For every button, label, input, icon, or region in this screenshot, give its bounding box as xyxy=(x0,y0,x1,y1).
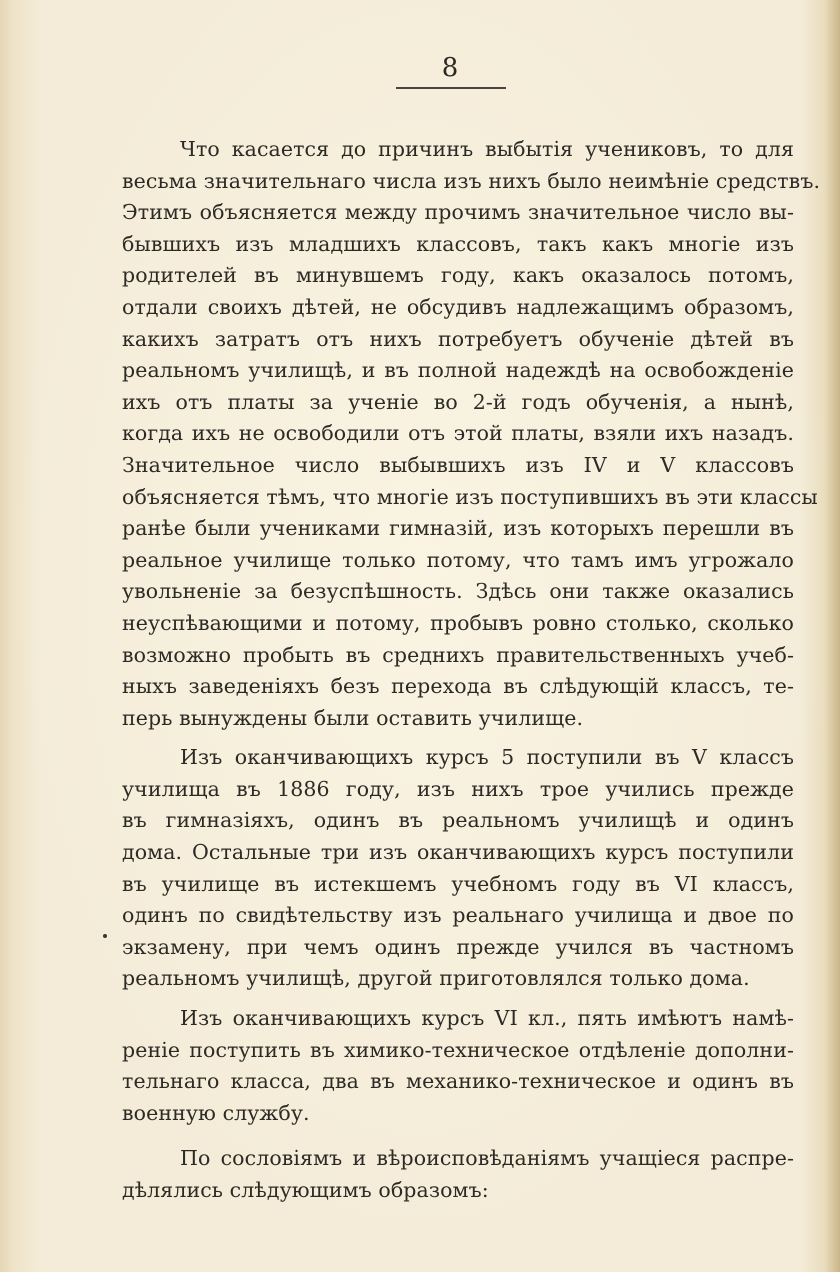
text-line: ныхъ заведеніяхъ безъ перехода въ слѣдующій классъ, те- xyxy=(122,674,794,699)
text-line: неуспѣвающими и потому, пробывъ ровно столько, сколько xyxy=(122,610,794,635)
text-line: реальномъ училищѣ, другой приготовлялся только дома. xyxy=(122,966,750,991)
text-line: экзамену, при чемъ одинъ прежде учился въ частномъ xyxy=(122,934,794,959)
text-line: реальное училище только потому, что тамъ имъ угрожало xyxy=(122,547,794,572)
text-line: тельнаго класса, два въ механико-техническое и одинъ въ xyxy=(122,1069,794,1094)
paragraph-1 xyxy=(122,134,821,734)
text-line: когда ихъ не освободили отъ этой платы, взяли ихъ назадъ. xyxy=(122,421,794,446)
page-edge-shadow xyxy=(824,0,840,1272)
text-line: увольненіе за безуспѣшность. Здѣсь они также оказались xyxy=(122,579,794,604)
page-number: 8 xyxy=(441,53,459,83)
text-line: въ училище въ истекшемъ учебномъ году въ VI классъ, xyxy=(122,871,794,896)
text-line: въ гимназіяхъ, одинъ въ реальномъ училищѣ и одинъ xyxy=(122,808,794,833)
text-line: весьма значительнаго числа изъ нихъ было неимѣніе средствъ. xyxy=(122,168,821,193)
text-line: отдали своихъ дѣтей, не обсудивъ надлежащимъ образомъ, xyxy=(122,294,794,319)
text-line: родителей въ минувшемъ году, какъ оказалось потомъ, xyxy=(122,263,794,288)
text-line: реніе поступить въ химико-техническое отдѣленіе дополни- xyxy=(122,1037,794,1062)
paragraph-2 xyxy=(122,742,794,995)
text-line: Значительное число выбывшихъ изъ IV и V классовъ xyxy=(122,452,794,477)
text-line: Изъ оканчивающихъ курсъ 5 поступили въ V классъ xyxy=(180,745,794,770)
text-line: военную службу. xyxy=(122,1100,310,1125)
text-line: Этимъ объясняется между прочимъ значительное число вы- xyxy=(122,200,794,225)
text-line: дома. Остальные три изъ оканчивающихъ курсъ поступили xyxy=(122,840,794,865)
text-line: ихъ отъ платы за ученіе во 2-й годъ обученія, а нынѣ, xyxy=(122,389,794,414)
text-line: одинъ по свидѣтельству изъ реальнаго училища и двое по xyxy=(122,903,794,928)
ink-speck xyxy=(103,934,107,938)
text-line: бывшихъ изъ младшихъ классовъ, такъ какъ многіе изъ xyxy=(122,231,794,256)
text-line: Изъ оканчивающихъ курсъ VI кл., пять имѣютъ намѣ- xyxy=(180,1006,794,1031)
text-line: дѣлялись слѣдующимъ образомъ: xyxy=(122,1178,489,1202)
text-line: возможно пробыть въ среднихъ правительственныхъ учеб- xyxy=(122,642,794,667)
text-line: перь вынуждены были оставить училище. xyxy=(122,705,584,730)
text-line: реальномъ училищѣ, и въ полной надеждѣ на освобожденіе xyxy=(122,358,794,383)
text-line: объясняется тѣмъ, что многіе изъ поступившихъ въ эти классы xyxy=(122,484,818,509)
text-line: училища въ 1886 году, изъ нихъ трое учились прежде xyxy=(122,776,794,801)
paragraph-3 xyxy=(122,1003,794,1129)
text-line: ранѣе были учениками гимназій, изъ которыхъ перешли въ xyxy=(122,516,794,541)
paragraph-4 xyxy=(122,1143,794,1206)
text-line: какихъ затратъ отъ нихъ потребуетъ обученіе дѣтей въ xyxy=(122,326,794,351)
page-number-rule xyxy=(396,87,506,89)
text-line: Что касается до причинъ выбытія учениковъ, то для xyxy=(180,137,794,161)
body-text xyxy=(122,134,821,1207)
text-line: По сословіямъ и вѣроисповѣданіямъ учащіеся распре- xyxy=(180,1146,794,1171)
